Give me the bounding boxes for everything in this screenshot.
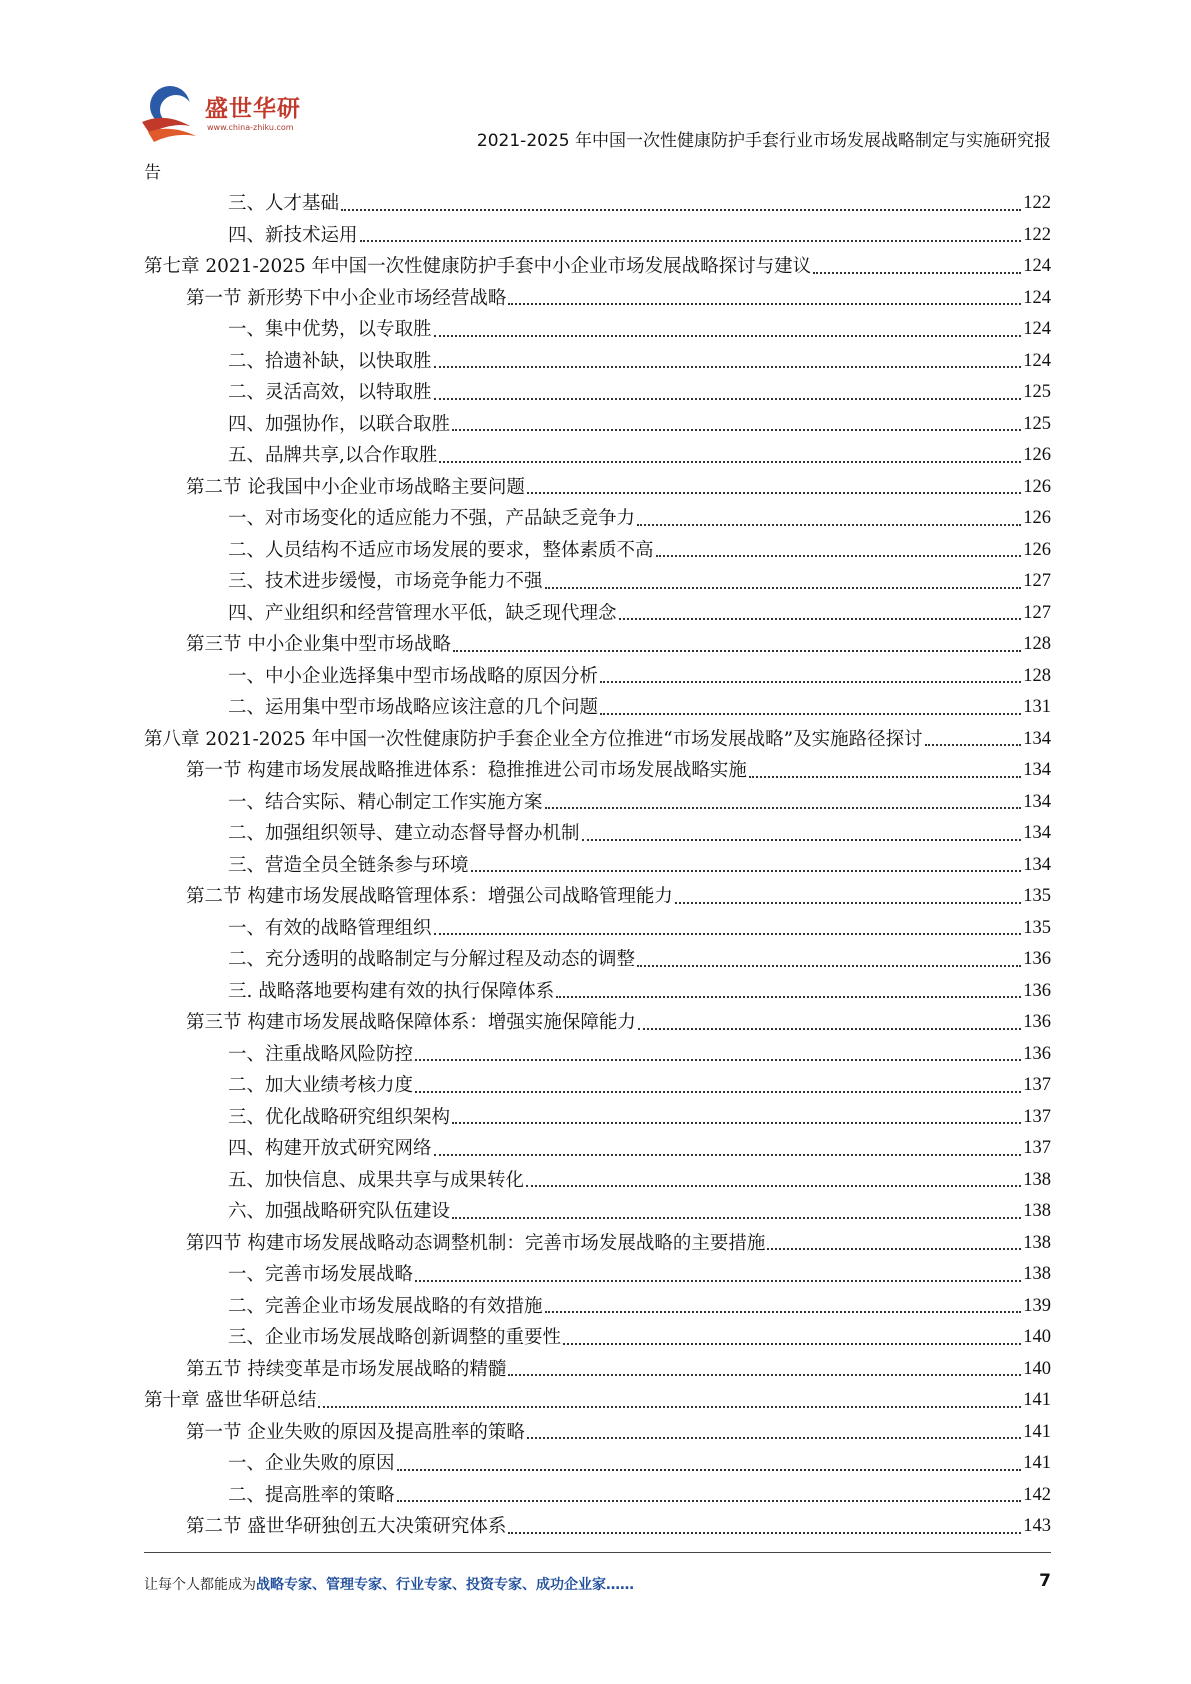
toc-entry-label: 第二节 构建市场发展战略管理体系：增强公司战略管理能力: [186, 886, 673, 907]
toc-leader-dots: [767, 1248, 1021, 1250]
toc-entry[interactable]: [144, 1448, 1051, 1480]
toc-entry[interactable]: [144, 1196, 1051, 1228]
toc-entry-label: 四、新技术运用: [228, 224, 358, 246]
toc-entry-label: 第一节 新形势下中小企业市场经营战略: [186, 287, 507, 309]
toc-entry[interactable]: [144, 1070, 1051, 1102]
toc-leader-dots: [545, 1311, 1022, 1313]
toc-entry[interactable]: [144, 692, 1051, 724]
toc-entry-label: 第四节 构建市场发展战略动态调整机制：完善市场发展战略的主要措施: [186, 1232, 766, 1254]
toc-entry-page: 126: [1023, 508, 1051, 528]
toc-leader-dots: [545, 587, 1022, 589]
toc-leader-dots: [452, 1122, 1021, 1124]
toc-entry[interactable]: [144, 1165, 1051, 1197]
toc-leader-dots: [637, 524, 1021, 526]
toc-entry-page: 141: [1023, 1390, 1051, 1410]
toc-entry-page: 126: [1023, 539, 1051, 560]
toc-entry-page: 131: [1023, 697, 1051, 717]
toc-leader-dots: [508, 1532, 1021, 1534]
toc-entry-label: 第五节 持续变革是市场发展战略的精髓: [186, 1358, 507, 1380]
toc-entry[interactable]: [144, 724, 1051, 756]
brand-name: 盛世华研: [205, 96, 301, 122]
toc-entry-label: 三. 战略落地要构建有效的执行保障体系: [228, 980, 555, 1002]
toc-entry-label: 四、加强协作，以联合取胜: [228, 413, 451, 435]
toc-entry[interactable]: [144, 1322, 1051, 1354]
toc-leader-dots: [434, 366, 1022, 368]
toc-leader-dots: [563, 1343, 1021, 1345]
toc-entry-page: 134: [1023, 791, 1051, 812]
toc-entry-page: 128: [1023, 634, 1051, 654]
toc-entry[interactable]: [144, 1039, 1051, 1071]
toc-entry[interactable]: [144, 220, 1051, 252]
toc-entry[interactable]: [144, 1102, 1051, 1134]
footer-slogan: [144, 1574, 634, 1594]
toc-entry-label: 一、中小企业选择集中型市场战略的原因分析: [228, 665, 599, 687]
toc-entry-label: 二、加大业绩考核力度: [228, 1075, 414, 1096]
toc-entry[interactable]: [144, 818, 1051, 850]
toc-leader-dots: [556, 996, 1021, 998]
toc-entry-page: 128: [1023, 665, 1051, 686]
toc-entry[interactable]: [144, 1007, 1051, 1039]
toc-entry-page: 142: [1023, 1484, 1051, 1505]
toc-entry[interactable]: [144, 755, 1051, 787]
toc-entry-page: 143: [1023, 1516, 1051, 1536]
toc-entry[interactable]: [144, 598, 1051, 630]
toc-leader-dots: [675, 902, 1021, 904]
toc-entry-label: 二、灵活高效，以特取胜: [228, 382, 432, 403]
toc-entry[interactable]: [144, 1291, 1051, 1323]
toc-entry-page: 138: [1023, 1264, 1051, 1284]
toc-entry-page: 134: [1023, 854, 1051, 875]
table-of-contents: [144, 188, 1051, 1543]
toc-entry-label: 一、企业失败的原因: [228, 1453, 395, 1474]
toc-leader-dots: [318, 1406, 1021, 1408]
toc-entry-page: 124: [1023, 256, 1051, 276]
toc-entry-page: 134: [1023, 728, 1051, 749]
toc-entry[interactable]: [144, 787, 1051, 819]
toc-leader-dots: [415, 1091, 1021, 1093]
toc-entry-page: 124: [1023, 319, 1051, 339]
toc-leader-dots: [545, 807, 1022, 809]
page-number: 7: [1039, 1571, 1051, 1591]
toc-entry-label: 三、人才基础: [228, 193, 340, 214]
toc-entry-label: 第十章 盛世华研总结: [144, 1390, 317, 1411]
toc-entry-page: 139: [1023, 1295, 1051, 1316]
toc-leader-dots: [638, 1028, 1021, 1030]
toc-entry[interactable]: [144, 1480, 1051, 1512]
toc-entry[interactable]: [144, 881, 1051, 913]
toc-entry[interactable]: [144, 976, 1051, 1008]
toc-entry-page: 136: [1023, 949, 1051, 969]
toc-entry[interactable]: [144, 1259, 1051, 1291]
toc-entry-label: 第二节 论我国中小企业市场战略主要问题: [186, 476, 525, 498]
toc-entry-page: 126: [1023, 445, 1051, 465]
toc-leader-dots: [925, 744, 1022, 746]
toc-entry[interactable]: [144, 850, 1051, 882]
toc-entry[interactable]: [144, 1354, 1051, 1386]
toc-entry-label: 二、提高胜率的策略: [228, 1484, 395, 1506]
footer-divider: [144, 1552, 1051, 1553]
footer-highlight: 战略专家、管理专家、行业专家、投资专家、成功企业家: [256, 1577, 606, 1593]
toc-entry-label: 第七章 2021-2025 年中国一次性健康防护手套中小企业市场发展战略探讨与建议: [144, 256, 812, 277]
toc-entry-page: 136: [1023, 1012, 1051, 1032]
toc-entry-page: 127: [1023, 602, 1051, 623]
toc-entry[interactable]: [144, 440, 1051, 472]
toc-leader-dots: [600, 713, 1021, 715]
toc-leader-dots: [508, 1374, 1021, 1376]
toc-leader-dots: [452, 1217, 1021, 1219]
toc-leader-dots: [527, 1437, 1021, 1439]
toc-entry-page: 137: [1023, 1138, 1051, 1158]
toc-entry-page: 135: [1023, 886, 1051, 906]
toc-entry-label: 一、对市场变化的适应能力不强，产品缺乏竞争力: [228, 508, 636, 529]
toc-leader-dots: [397, 1500, 1022, 1502]
toc-entry[interactable]: [144, 188, 1051, 220]
toc-entry-label: 四、构建开放式研究网络: [228, 1138, 432, 1159]
toc-entry-label: 五、品牌共享,以合作取胜: [228, 445, 438, 466]
toc-entry[interactable]: [144, 472, 1051, 504]
brand-url: www.china-zhiku.com: [207, 123, 294, 132]
toc-entry[interactable]: [144, 503, 1051, 535]
toc-entry[interactable]: [144, 629, 1051, 661]
toc-leader-dots: [434, 933, 1022, 935]
toc-entry-page: 122: [1023, 193, 1051, 213]
toc-entry-label: 二、人员结构不适应市场发展的要求，整体素质不高: [228, 539, 654, 561]
toc-entry-page: 138: [1023, 1169, 1051, 1190]
toc-entry-page: 136: [1023, 1043, 1051, 1064]
toc-leader-dots: [452, 429, 1021, 431]
toc-leader-dots: [453, 650, 1021, 652]
toc-entry-label: 第二节 盛世华研独创五大决策研究体系: [186, 1516, 507, 1537]
toc-leader-dots: [749, 776, 1021, 778]
toc-entry-label: 二、运用集中型市场战略应该注意的几个问题: [228, 697, 599, 718]
toc-entry[interactable]: [144, 944, 1051, 976]
toc-entry[interactable]: [144, 251, 1051, 283]
toc-leader-dots: [434, 1154, 1022, 1156]
toc-entry-page: 135: [1023, 917, 1051, 938]
toc-entry-page: 127: [1023, 571, 1051, 591]
footer-prefix: 让每个人都能成为: [144, 1577, 256, 1593]
toc-entry-label: 一、集中优势，以专取胜: [228, 319, 432, 340]
toc-entry-page: 134: [1023, 823, 1051, 843]
toc-leader-dots: [341, 209, 1021, 211]
toc-entry[interactable]: [144, 1417, 1051, 1449]
toc-entry-label: 一、注重战略风险防控: [228, 1043, 414, 1065]
toc-entry-page: 136: [1023, 980, 1051, 1001]
toc-entry-page: 140: [1023, 1327, 1051, 1347]
toc-entry[interactable]: [144, 314, 1051, 346]
toc-entry-label: 一、完善市场发展战略: [228, 1264, 414, 1285]
toc-entry-page: 124: [1023, 350, 1051, 371]
toc-entry-page: 137: [1023, 1075, 1051, 1095]
toc-leader-dots: [471, 870, 1022, 872]
toc-leader-dots: [813, 272, 1021, 274]
toc-entry-label: 三、营造全员全链条参与环境: [228, 854, 469, 876]
document-title: 2021-2025 年中国一次性健康防护手套行业市场发展战略制定与实施研究报: [476, 131, 1051, 151]
toc-entry[interactable]: [144, 661, 1051, 693]
toc-entry-page: 141: [1023, 1453, 1051, 1473]
toc-entry-label: 三、企业市场发展战略创新调整的重要性: [228, 1327, 562, 1348]
toc-leader-dots: [600, 681, 1021, 683]
toc-leader-dots: [637, 965, 1021, 967]
toc-leader-dots: [434, 335, 1022, 337]
toc-entry-label: 第一节 构建市场发展战略推进体系：稳推推进公司市场发展战略实施: [186, 760, 747, 781]
toc-entry[interactable]: [144, 409, 1051, 441]
toc-entry[interactable]: [144, 1385, 1051, 1417]
toc-entry[interactable]: [144, 566, 1051, 598]
toc-entry[interactable]: [144, 1228, 1051, 1260]
toc-entry-page: 140: [1023, 1358, 1051, 1379]
toc-entry[interactable]: [144, 1511, 1051, 1543]
toc-leader-dots: [415, 1059, 1021, 1061]
toc-entry-page: 122: [1023, 224, 1051, 245]
toc-entry-page: 137: [1023, 1106, 1051, 1127]
toc-entry-label: 第三节 构建市场发展战略保障体系：增强实施保障能力: [186, 1012, 636, 1033]
toc-entry-page: 124: [1023, 287, 1051, 308]
toc-leader-dots: [415, 1280, 1021, 1282]
toc-entry-page: 138: [1023, 1201, 1051, 1221]
toc-entry-label: 二、拾遗补缺，以快取胜: [228, 350, 432, 372]
toc-entry[interactable]: [144, 283, 1051, 315]
toc-leader-dots: [619, 618, 1022, 620]
toc-entry-label: 三、优化战略研究组织架构: [228, 1106, 451, 1128]
toc-entry[interactable]: [144, 913, 1051, 945]
toc-entry-label: 第一节 企业失败的原因及提高胜率的策略: [186, 1421, 525, 1443]
toc-entry[interactable]: [144, 346, 1051, 378]
toc-entry[interactable]: [144, 1133, 1051, 1165]
toc-leader-dots: [508, 303, 1021, 305]
toc-leader-dots: [434, 398, 1022, 400]
toc-entry-label: 一、有效的战略管理组织: [228, 917, 432, 939]
toc-leader-dots: [656, 555, 1022, 557]
toc-entry-page: 134: [1023, 760, 1051, 780]
footer-suffix: ……: [606, 1577, 634, 1593]
toc-entry-label: 三、技术进步缓慢，市场竞争能力不强: [228, 571, 543, 592]
toc-entry-label: 一、结合实际、精心制定工作实施方案: [228, 791, 543, 813]
toc-entry-label: 二、充分透明的战略制定与分解过程及动态的调整: [228, 949, 636, 970]
toc-entry[interactable]: [144, 377, 1051, 409]
toc-entry-label: 二、完善企业市场发展战略的有效措施: [228, 1295, 543, 1317]
toc-entry-label: 四、产业组织和经营管理水平低，缺乏现代理念: [228, 602, 617, 624]
toc-entry[interactable]: [144, 535, 1051, 567]
toc-entry-label: 五、加快信息、成果共享与成果转化: [228, 1169, 525, 1191]
document-title-continuation: 告: [144, 163, 161, 183]
toc-entry-label: 二、加强组织领导、建立动态督导督办机制: [228, 823, 580, 844]
toc-entry-page: 125: [1023, 413, 1051, 434]
toc-leader-dots: [527, 492, 1021, 494]
toc-entry-page: 126: [1023, 476, 1051, 497]
toc-leader-dots: [582, 839, 1022, 841]
toc-entry-label: 第八章 2021-2025 年中国一次性健康防护手套企业全方位推进“市场发展战略”及实施路径探讨: [144, 728, 923, 750]
toc-entry-page: 125: [1023, 382, 1051, 402]
toc-entry-page: 138: [1023, 1232, 1051, 1253]
toc-entry-label: 第三节 中小企业集中型市场战略: [186, 634, 451, 655]
toc-leader-dots: [439, 461, 1021, 463]
toc-entry-label: 六、加强战略研究队伍建设: [228, 1201, 451, 1222]
toc-entry-page: 141: [1023, 1421, 1051, 1442]
toc-leader-dots: [397, 1469, 1022, 1471]
toc-leader-dots: [360, 240, 1022, 242]
toc-leader-dots: [526, 1185, 1021, 1187]
